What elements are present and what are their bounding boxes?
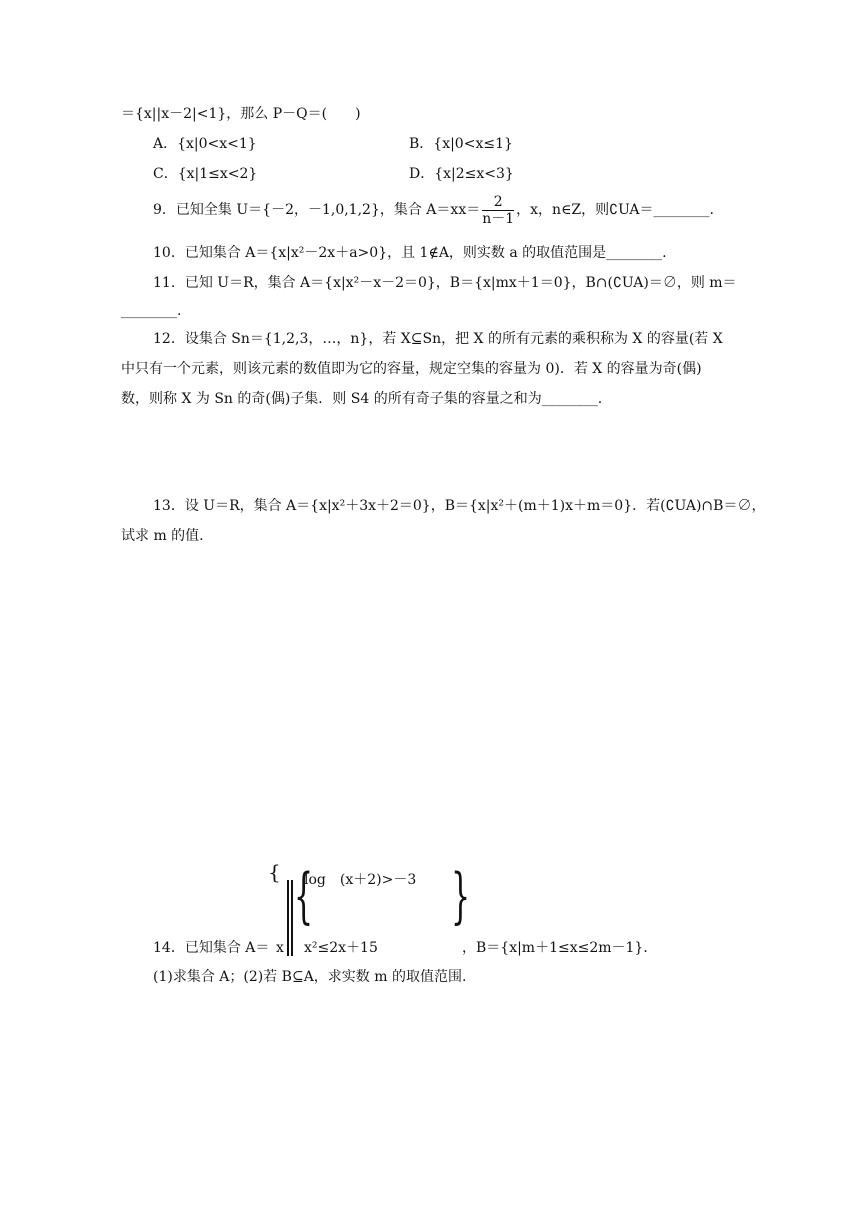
q8-option-a: A．{x|0<x<1} <box>153 136 257 152</box>
q12-line1: 12．设集合 Sn＝{1,2,3，…，n}，若 X⊆Sn，把 X 的所有元素的乘积称为 X 的容量(若 X <box>153 331 723 347</box>
q8-stem: ＝{x||x－2|<1}，那么 P－Q＝( ) <box>121 106 361 122</box>
q14-post: ，B＝{x|m＋1≤x≤2m－1}． <box>462 940 658 956</box>
q9-pre: 9．已知全集 U＝{－2，－1,0,1,2}，集合 A＝xx＝ <box>153 202 481 218</box>
q14-condition-1: log (x＋2)>－3 <box>304 872 417 888</box>
q14-pre: 14．已知集合 A＝ <box>153 940 270 956</box>
q8-option-b: B．{x|0<x≤1} <box>409 136 513 152</box>
q14-set-open-brace: { <box>268 860 281 884</box>
q13-line1: 13．设 U＝R，集合 A＝{x|x²＋3x＋2＝0}，B＝{x|x²＋(m＋1)x＋m＝0}．若(∁UA)∩B＝∅， <box>153 498 766 514</box>
q14-variable: x <box>276 940 284 956</box>
q12-line2: 中只有一个元素，则该元素的数值即为它的容量，规定空集的容量为 0)．若 X 的容量为奇(偶) <box>121 361 702 377</box>
q14-set-close-brace: } <box>451 861 471 931</box>
q8-option-d: D．{x|2≤x<3} <box>409 166 514 182</box>
q11-line2: ________. <box>121 303 182 319</box>
q8-option-c: C．{x|1≤x<2} <box>153 166 258 182</box>
q12-line3: 数，则称 X 为 Sn 的奇(偶)子集．则 S4 的所有奇子集的容量之和为________. <box>121 391 603 407</box>
q10: 10．已知集合 A＝{x|x²－2x＋a>0}，且 1∉A，则实数 a 的取值范围是________. <box>153 245 667 261</box>
q9-fraction <box>482 194 514 227</box>
q14-line2: (1)求集合 A；(2)若 B⊆A，求实数 m 的取值范围. <box>153 969 467 985</box>
q14-bar-2 <box>291 880 293 956</box>
q9 <box>153 192 714 228</box>
q14-bar-1 <box>287 880 289 956</box>
q14-condition-2: x²≤2x＋15 <box>304 940 378 956</box>
q9-denominator: n－1 <box>482 210 515 227</box>
q11-line1: 11．已知 U＝R，集合 A＝{x|x²－x－2＝0}，B＝{x|mx＋1＝0}，B∩(∁UA)＝∅，则 m＝ <box>153 275 737 291</box>
q14-system-brace: { <box>294 861 314 931</box>
q9-post: ，x，n∈Z，则∁UA＝________. <box>516 202 714 218</box>
q9-numerator: 2 <box>482 194 514 211</box>
q13-line2: 试求 m 的值. <box>121 528 204 544</box>
